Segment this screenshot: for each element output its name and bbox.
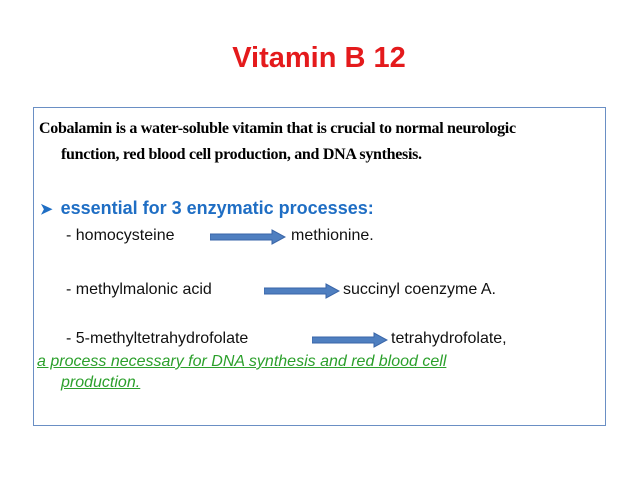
arrow-bullet-icon: ➤ <box>40 201 53 218</box>
intro-line-2: function, red blood cell production, and DNA synthesis. <box>61 146 422 163</box>
process-1-product: methionine. <box>291 227 374 244</box>
process-2-substrate: - methylmalonic acid <box>66 281 212 298</box>
process-2-arrow-icon <box>264 283 340 299</box>
process-3-arrow-icon <box>312 332 388 348</box>
intro-line-1: Cobalamin is a water-soluble vitamin that is crucial to normal neurologic <box>39 120 516 137</box>
process-1-substrate: - homocysteine <box>66 227 175 244</box>
slide-title: Vitamin B 12 <box>232 42 406 74</box>
bullet-text: essential for 3 enzymatic processes: <box>60 198 374 218</box>
note-line-1: a process necessary for DNA synthesis and red blood cell <box>37 353 447 370</box>
process-3-product: tetrahydrofolate, <box>391 330 507 347</box>
process-1-arrow-icon <box>210 229 286 245</box>
process-2-product: succinyl coenzyme A. <box>343 281 496 298</box>
note-text <box>37 351 597 393</box>
bullet-heading <box>40 196 600 222</box>
note-line-2-wrap <box>37 372 597 393</box>
note-line-2: production. <box>61 374 141 391</box>
process-3-substrate: - 5-methyltetrahydrofolate <box>66 330 249 347</box>
intro-paragraph <box>39 116 599 168</box>
